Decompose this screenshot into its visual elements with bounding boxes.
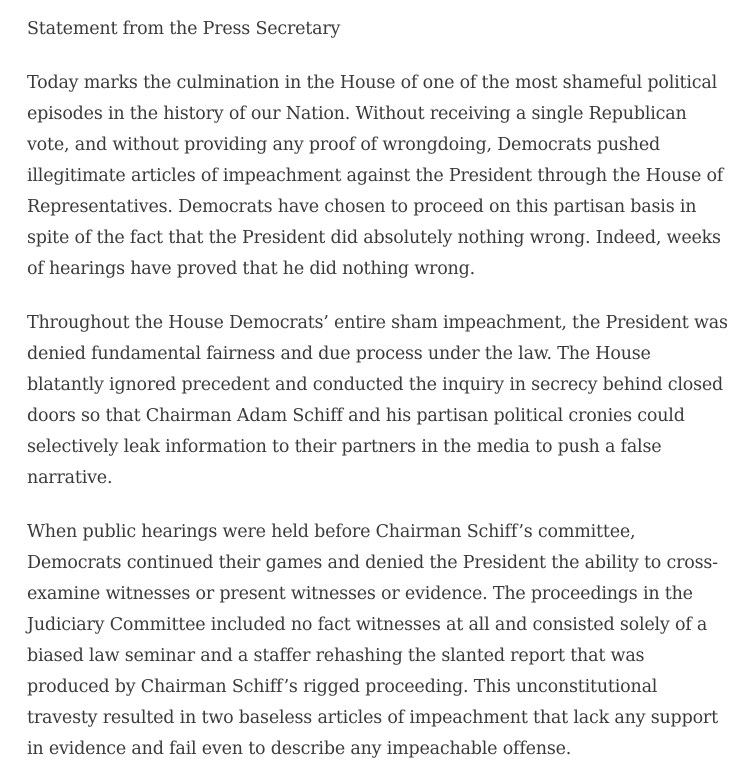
statement-body (27, 14, 732, 765)
paragraph-2: Throughout the House Democrats’ entire sham impeachment, the President was denied fundamental fairness and due process under the law. The House blatantly ignored precedent and conducted the inquiry in secrecy behind closed doors so that Chairman Adam Schiff and his partisan political cronies could selectively leak information to their partners in the media to push a false narrative. (27, 313, 728, 488)
paragraph-1: Today marks the culmination in the House of one of the most shameful political episodes in the history of our Nation. Without receiving a single Republican vote, and without providing any proof of wrongdoing, Democrats pushed illegitimate articles of impeachment against the President through the House of Representatives. Democrats have chosen to proceed on this partisan basis in spite of the fact that the President did absolutely nothing wrong. Indeed, weeks of hearings have proved that he did nothing wrong. (27, 73, 724, 279)
statement-title: Statement from the Press Secretary (27, 19, 341, 39)
paragraph-3: When public hearings were held before Chairman Schiff’s committee, Democrats continued their games and denied the President the ability to cross-examine witnesses or present witnesses or evidence. The proceedings in the Judiciary Committee included no fact witnesses at all and consisted solely of a biased law seminar and a staffer rehashing the slanted report that was produced by Chairman Schiff’s rigged proceeding. This unconstitutional travesty resulted in two baseless articles of impeachment that lack any support in evidence and fail even to describe any impeachable offense. (27, 522, 718, 759)
